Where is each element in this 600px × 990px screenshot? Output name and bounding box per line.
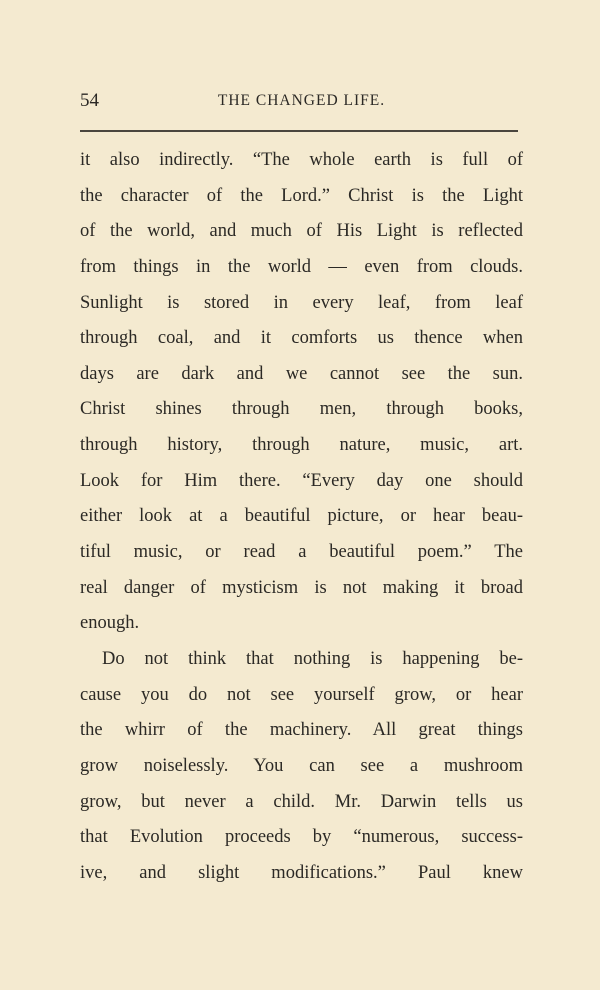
running-header xyxy=(80,90,523,120)
text-line: days are dark and we cannot see the sun. xyxy=(80,363,523,384)
page-body xyxy=(80,146,523,894)
text-line: either look at a beautiful picture, or hear beau- xyxy=(80,506,523,527)
text-line: Christ shines through men, through books, xyxy=(80,399,523,420)
page-number: 54 xyxy=(80,90,99,111)
paragraph xyxy=(80,645,523,894)
running-title: THE CHANGED LIFE. xyxy=(217,92,386,109)
text-line: it also indirectly. “The whole earth is full of xyxy=(80,150,523,170)
text-line: cause you do not see yourself grow, or hear xyxy=(80,684,523,705)
text-line: that Evolution proceeds by “numerous, success- xyxy=(80,827,523,848)
text-line: grow noiselessly. You can see a mushroom xyxy=(80,755,523,776)
text-line: tiful music, or read a beautiful poem.” The xyxy=(80,542,523,563)
text-line: the whirr of the machinery. All great things xyxy=(80,720,523,741)
text-line: Sunlight is stored in every leaf, from leaf xyxy=(80,292,523,313)
text-line: ive, and slight modifications.” Paul knew xyxy=(80,862,523,883)
text-line: grow, but never a child. Mr. Darwin tells us xyxy=(80,791,523,812)
text-line: of the world, and much of His Light is reflected xyxy=(80,221,523,242)
text-line: real danger of mysticism is not making it broad xyxy=(80,577,523,598)
text-line: Do not think that nothing is happening be- xyxy=(102,648,523,669)
header-rule xyxy=(80,130,518,132)
text-line: through history, through nature, music, art. xyxy=(80,435,523,456)
text-line: enough. xyxy=(80,613,140,634)
text-line: through coal, and it comforts us thence when xyxy=(80,328,523,349)
paragraph xyxy=(80,146,523,645)
text-line: from things in the world — even from clouds. xyxy=(80,256,523,277)
text-line: Look for Him there. “Every day one should xyxy=(80,470,523,491)
text-line: the character of the Lord.” Christ is the Light xyxy=(80,185,523,206)
